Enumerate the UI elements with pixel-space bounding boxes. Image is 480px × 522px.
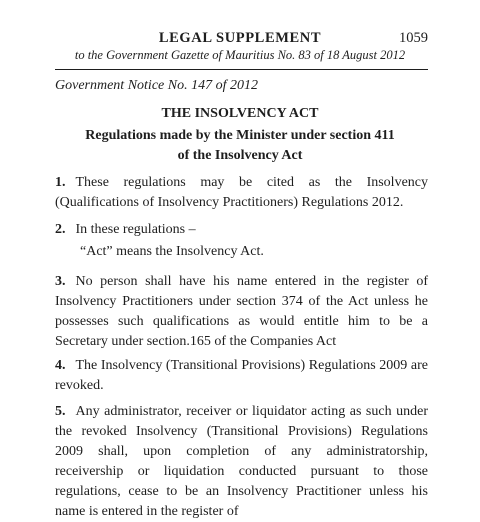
paragraph-4 — [55, 356, 428, 396]
definition-act: “Act” means the Insolvency Act. — [80, 244, 264, 259]
paragraph-number: 3. — [55, 274, 66, 289]
regulations-heading-line-1: Regulations made by the Minister under section 411 — [85, 128, 395, 143]
paragraph-number: 5. — [55, 404, 66, 419]
paragraph-1 — [55, 173, 428, 213]
gazette-subtitle: to the Government Gazette of Mauritius No. 83 of 18 August 2012 — [74, 48, 406, 62]
paragraph-5 — [55, 402, 428, 522]
paragraph-number: 1. — [55, 175, 66, 190]
supplement-title: LEGAL SUPPLEMENT — [158, 30, 322, 46]
paragraph-3 — [55, 272, 428, 352]
paragraph-text: Any administrator, receiver or liquidator acting as such under the revoked Insolvency (Transitional Provisions) Regulations 2009 shall, upon completion of any administratorship, receivership or liquidation conducted pursuant to those regulations, cease to be an Insolvency Practitioner unless his name is entered in the register of — [55, 404, 428, 519]
regulations-heading — [0, 126, 480, 166]
header-divider — [55, 69, 428, 70]
act-title: THE INSOLVENCY ACT — [161, 106, 319, 121]
paragraph-number: 4. — [55, 358, 66, 373]
government-notice: Government Notice No. 147 of 2012 — [55, 78, 258, 93]
paragraph-text: The Insolvency (Transitional Provisions) Regulations 2009 are revoked. — [55, 358, 428, 393]
paragraph-text: In these regulations – — [75, 222, 196, 237]
page-number: 1059 — [399, 30, 428, 46]
paragraph-text: No person shall have his name entered in the register of Insolvency Practitioners under section 374 of the Act unless he possesses such qualifications as would entitle him to be a Secretary under section.165 of the Companies Act — [55, 274, 428, 349]
paragraph-number: 2. — [55, 222, 66, 237]
paragraph-2 — [55, 220, 428, 240]
regulations-heading-line-2: of the Insolvency Act — [177, 148, 303, 163]
paragraph-text: These regulations may be cited as the Insolvency (Qualifications of Insolvency Practitioners) Regulations 2012. — [55, 175, 428, 210]
